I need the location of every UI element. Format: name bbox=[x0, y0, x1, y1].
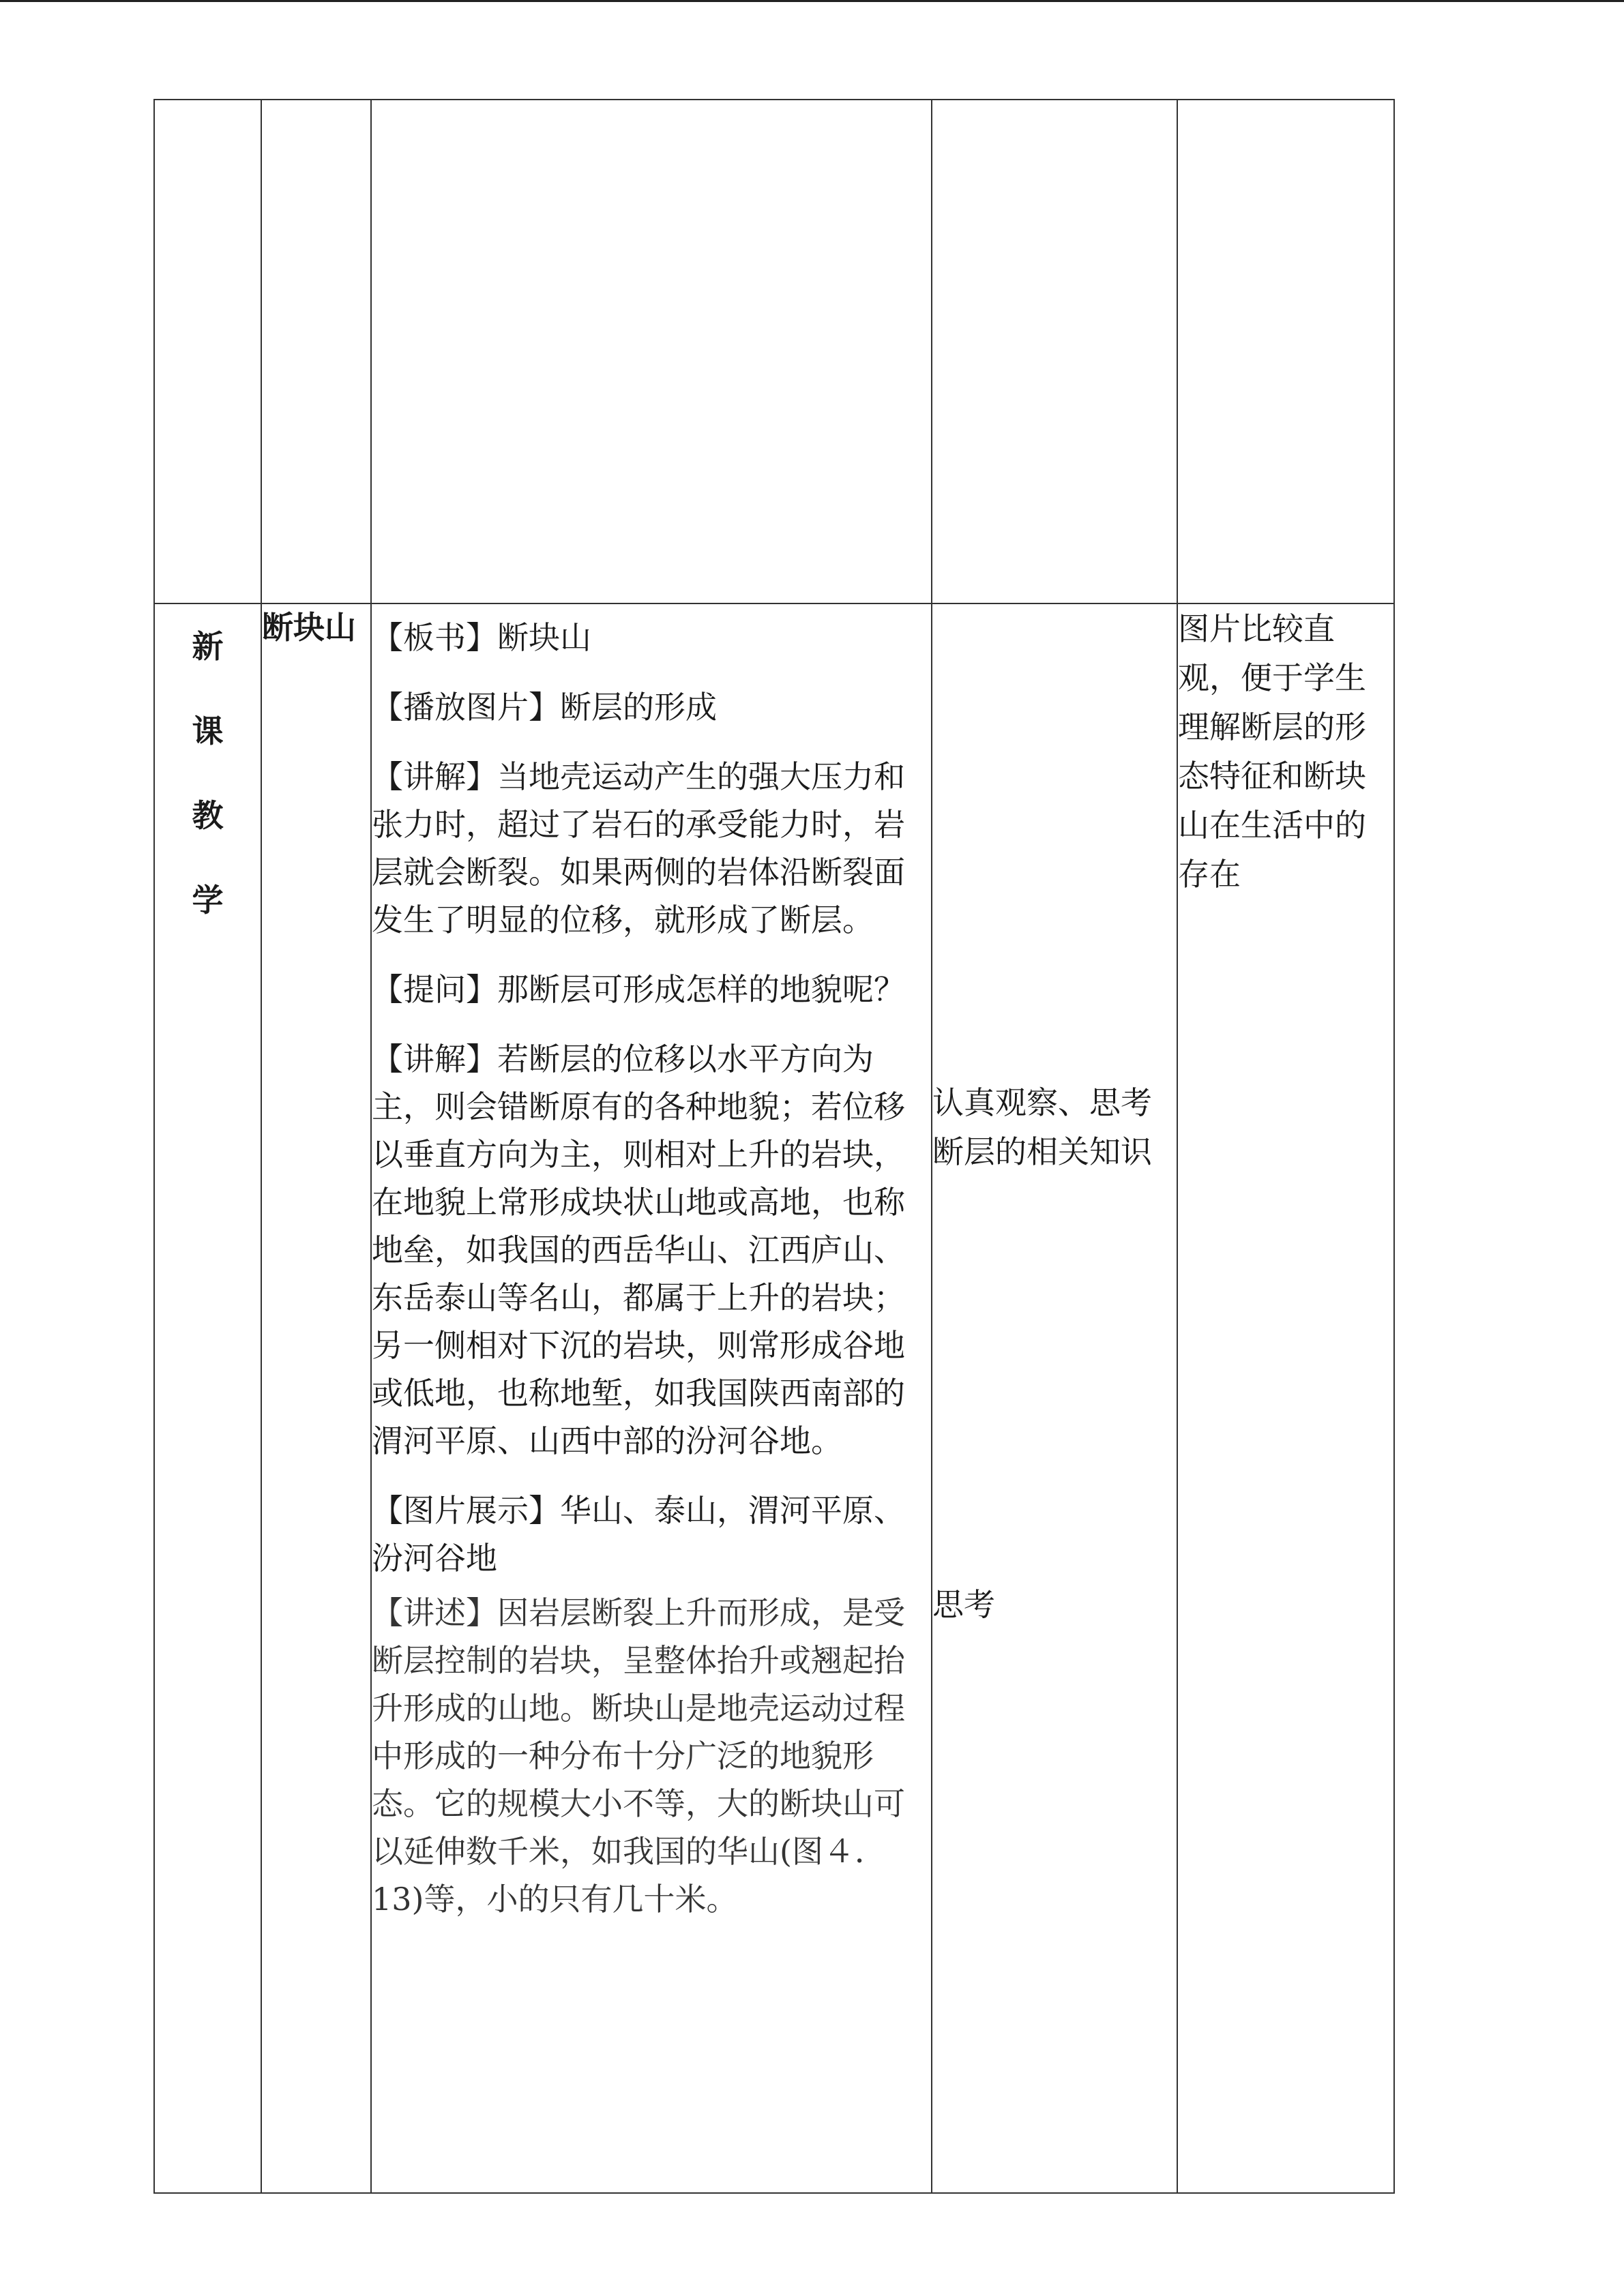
student-activity-cell bbox=[932, 603, 1177, 2193]
design-intent-text: 图片比较直观，便于学生理解断层的形态特征和断块山在生活中的存在 bbox=[1178, 610, 1366, 893]
table-row-main bbox=[154, 603, 1394, 2193]
empty-cell-stage bbox=[154, 100, 261, 603]
content-paragraph: 【播放图片】断层的形成 bbox=[372, 689, 717, 726]
stage-char: 课 bbox=[192, 713, 224, 749]
topic-text: 断块山 bbox=[262, 609, 356, 646]
empty-cell-student bbox=[932, 100, 1177, 603]
empty-cell-content bbox=[371, 100, 932, 603]
empty-cell-topic bbox=[261, 100, 371, 603]
student-activity-text: 认真观察、思考断层的相关知识 bbox=[932, 1084, 1152, 1170]
lesson-plan-table bbox=[153, 99, 1395, 2194]
page-top-rule bbox=[0, 0, 1624, 2]
content-paragraph: 【提问】那断层可形成怎样的地貌呢？ bbox=[372, 971, 905, 1008]
topic-cell bbox=[261, 603, 371, 2193]
teacher-activity-cell bbox=[371, 603, 932, 2193]
content-paragraph: 【讲解】当地壳运动产生的强大压力和张力时，超过了岩石的承受能力时，岩层就会断裂。如果两侧的岩体沿断裂面发生了明显的位移，就形成了断层。 bbox=[372, 758, 905, 938]
content-paragraph: 【图片展示】华山、泰山，渭河平原、汾河谷地 bbox=[372, 1492, 905, 1577]
table-row-empty bbox=[154, 100, 1394, 603]
content-paragraph: 【讲述】因岩层断裂上升而形成，是受断层控制的岩块，呈整体抬升或翘起抬升形成的山地。断块山是地壳运动过程中形成的一种分布十分广泛的地貌形态。它的规模大小不等，大的断块山可以延伸数千米，如我国的华山(图４．13)等，小的只有几十米。 bbox=[372, 1594, 905, 1918]
stage-char: 学 bbox=[192, 882, 224, 919]
content-paragraph: 【讲解】若断层的位移以水平方向为主，则会错断原有的各种地貌；若位移以垂直方向为主，则相对上升的岩块，在地貌上常形成块状山地或高地，也称地垒，如我国的西岳华山、江西庐山、东岳泰山等名山，都属于上升的岩块；另一侧相对下沉的岩块，则常形成谷地或低地，也称地堑，如我国陕西南部的渭河平原、山西中部的汾河谷地。 bbox=[372, 1041, 905, 1459]
student-activity-text: 思考 bbox=[932, 1586, 995, 1623]
empty-cell-design bbox=[1177, 100, 1394, 603]
stage-char: 新 bbox=[192, 628, 224, 665]
content-paragraph: 【板书】断块山 bbox=[372, 619, 591, 656]
design-intent-cell bbox=[1177, 603, 1394, 2193]
stage-cell bbox=[154, 603, 261, 2193]
stage-char: 教 bbox=[192, 797, 224, 834]
